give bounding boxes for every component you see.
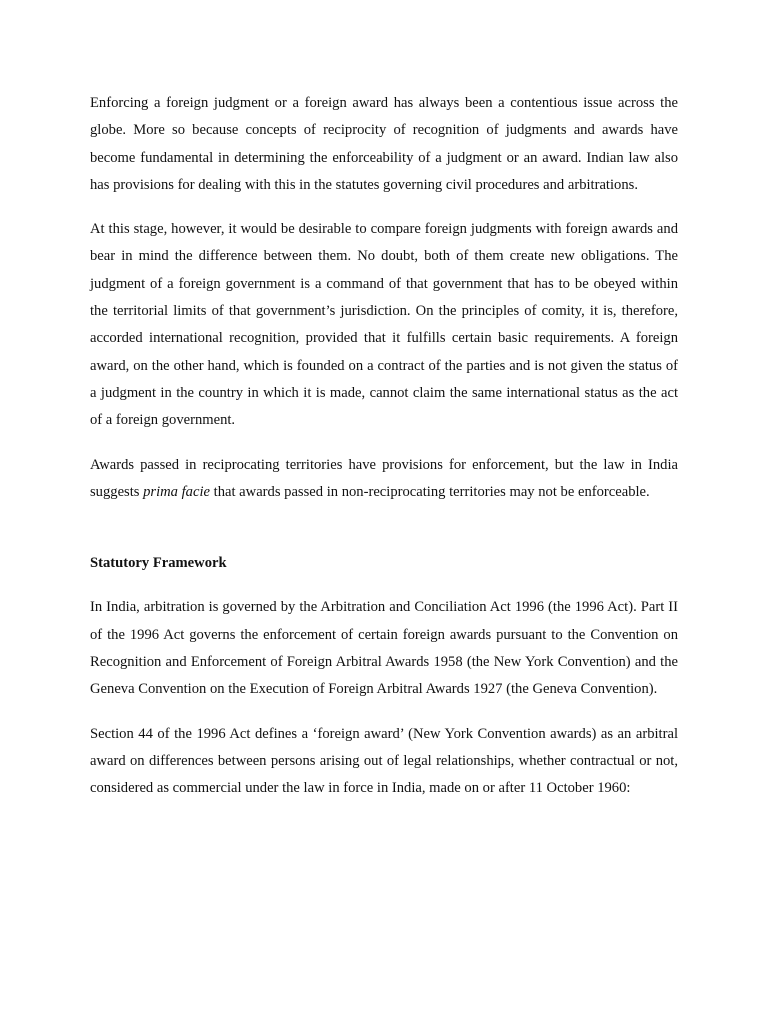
section-heading-statutory-framework: Statutory Framework [90,555,227,572]
paragraph-enforcing-foreign-judgment: Enforcing a foreign judgment or a foreign award has always been a contentious issue across the globe. More so because concepts of reciprocity of recognition of judgments and awards have become fundamental in determining the enforceability of a judgment or an award. Indian law also has provisions for dealing with this in the statutes governing civil procedures and arbitrations. [90,95,678,193]
paragraph-compare-judgments-awards: At this stage, however, it would be desirable to compare foreign judgments with foreign awards and bear in mind the difference between them. No doubt, both of them create new obligations. The judgment of a foreign government is a command of that government that has to be obeyed within the territorial limits of that government’s jurisdiction. On the principles of comity, it is, therefore, accorded international recognition, provided that it fulfills certain basic requirements. A foreign award, on the other hand, which is founded on a contract of the parties and is not given the status of a judgment in the country in which it is made, cannot claim the same international status as the act of a foreign government. [90,221,678,429]
paragraph-text-after-emphasis: that awards passed in non-reciprocating territories may not be enforceable. [210,483,650,500]
paragraph-text-before-emphasis: Awards passed in reciprocating territories have provisions for enforcement, but the law in India suggests [90,456,678,500]
document-page [90,90,678,820]
paragraph-arbitration-governed: In India, arbitration is governed by the Arbitration and Conciliation Act 1996 (the 1996 Act). Part II of the 1996 Act governs the enforcement of certain foreign awards pursuant to the Convention on Recognition and Enforcement of Foreign Arbitral Awards 1958 (the New York Convention) and the Geneva Convention on the Execution of Foreign Arbitral Awards 1927 (the Geneva Convention). [90,599,678,698]
emphasis-prima-facie: prima facie [143,483,210,500]
paragraph-reciprocating-territories [90,452,678,507]
paragraph-section-44-definition: Section 44 of the 1996 Act defines a ‘foreign award’ (New York Convention awards) as an arbitral award on differences between persons arising out of legal relationships, whether contractual or not, considered as commercial under the law in force in India, made on or after 11 October 1960: [90,725,678,797]
